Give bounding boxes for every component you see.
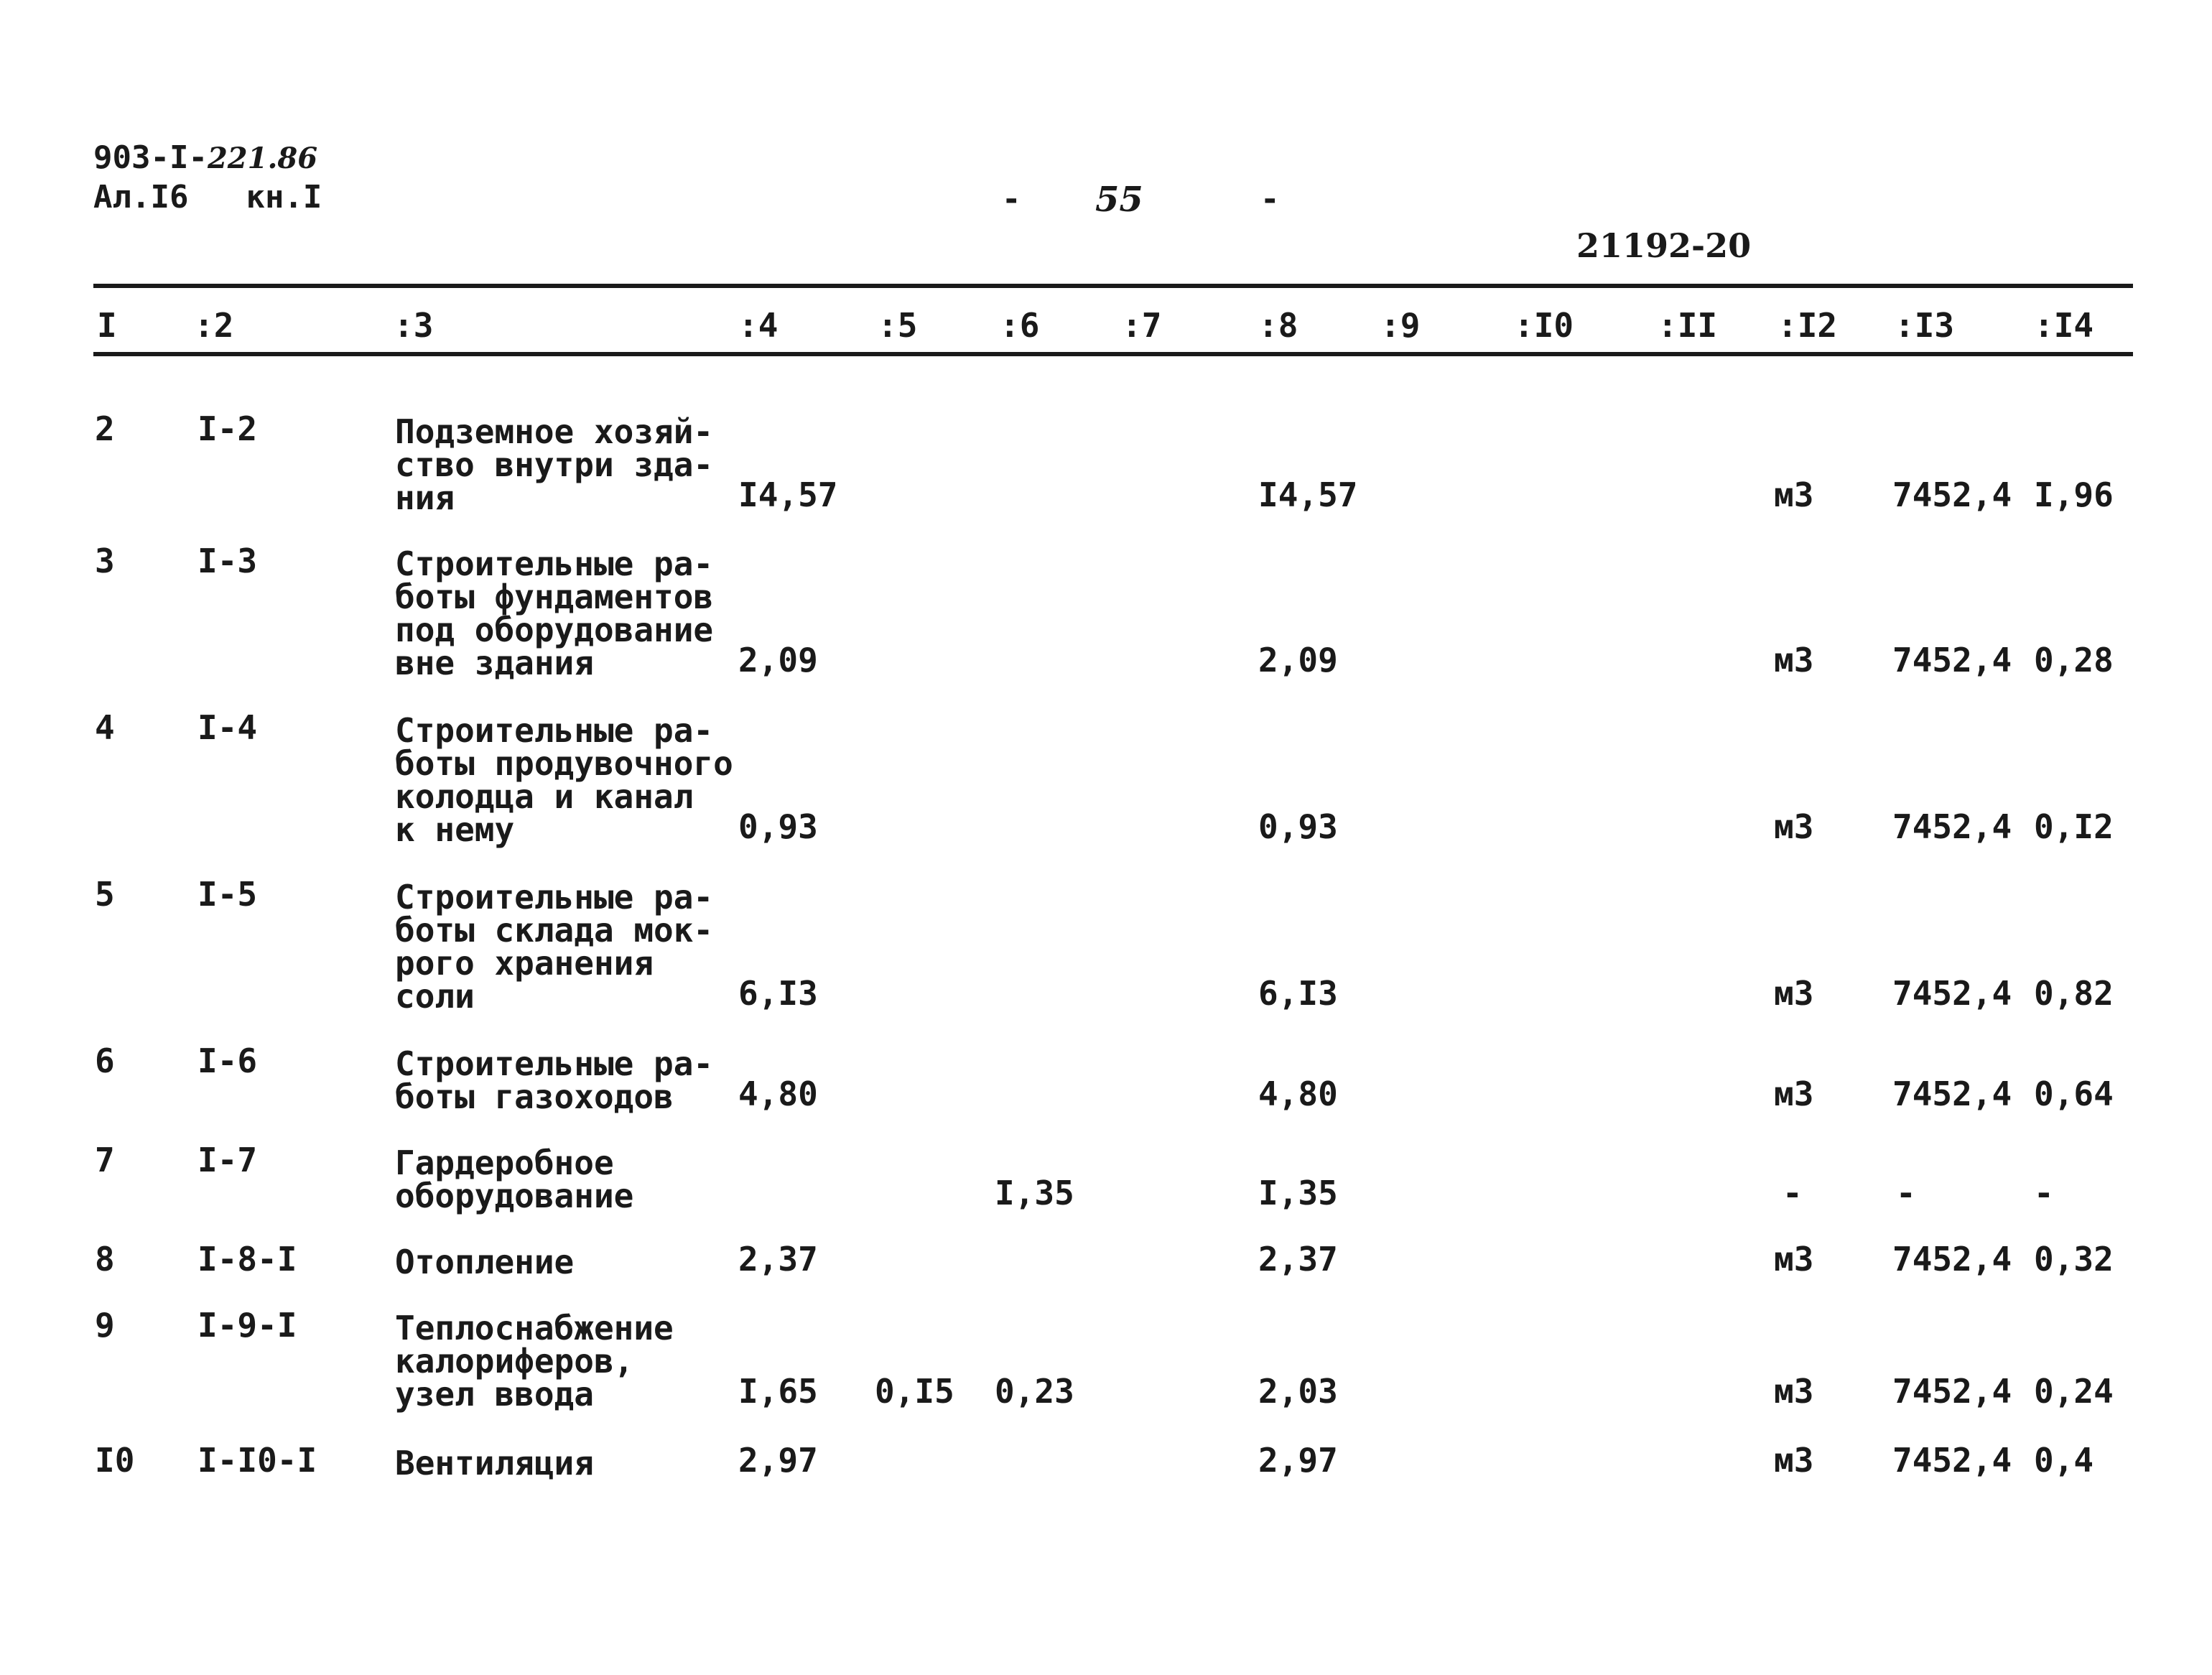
row-name: Вентиляция: [395, 1444, 594, 1483]
cell-col4: 0,93: [738, 807, 818, 846]
row-code: I-9-I: [198, 1306, 297, 1345]
cell-col12: м3: [1774, 475, 1814, 514]
cell-col8: I,35: [1258, 1174, 1338, 1212]
column-header: :I4: [2034, 306, 2094, 345]
row-code: I-5: [198, 875, 258, 914]
cell-col12: м3: [1774, 1372, 1814, 1411]
document-code: [93, 140, 317, 177]
cell-col14: 0,32: [2034, 1240, 2114, 1279]
page-dash-right: -: [1260, 181, 1280, 218]
cell-col8: 2,97: [1258, 1441, 1338, 1480]
sheet-label: Ал.I6: [93, 179, 189, 215]
cell-col12: м3: [1774, 974, 1814, 1013]
document-code-handwritten: 221.86: [207, 141, 318, 175]
cell-col4: 6,I3: [738, 974, 818, 1013]
archive-number: 21192-20: [1576, 226, 1752, 265]
cell-col4: 4,80: [738, 1075, 818, 1113]
row-code: I-2: [198, 409, 258, 448]
cell-col13: 7452,4: [1892, 641, 2012, 679]
column-header: :2: [194, 306, 234, 345]
column-header: :6: [1000, 306, 1040, 345]
document-code-typed: 903-I-: [93, 139, 208, 176]
column-header: :II: [1658, 306, 1718, 345]
cell-col5: 0,I5: [875, 1372, 954, 1411]
row-code: I-I0-I: [198, 1441, 317, 1480]
cell-col4: I,65: [738, 1372, 818, 1411]
table-top-rule: [93, 284, 2133, 288]
row-name: Строительные ра- боты газоходов: [395, 1044, 714, 1116]
column-header: :I3: [1895, 306, 1955, 345]
cell-col14: 0,24: [2034, 1372, 2114, 1411]
row-code: I-8-I: [198, 1240, 297, 1279]
table-header-rule: [93, 352, 2133, 356]
column-header: :I0: [1514, 306, 1574, 345]
cell-col12: м3: [1774, 1240, 1814, 1279]
column-header: :I2: [1778, 306, 1838, 345]
cell-col14: 0,28: [2034, 641, 2114, 679]
row-number: 5: [95, 875, 115, 914]
cell-col4: I4,57: [738, 475, 838, 514]
column-header: :4: [738, 306, 779, 345]
cell-col8: 0,93: [1258, 807, 1338, 846]
row-number: 6: [95, 1041, 115, 1080]
column-header: :5: [878, 306, 918, 345]
column-header: :8: [1258, 306, 1298, 345]
sheet-info: [93, 180, 322, 215]
row-name: Строительные ра- боты склада мок- рого хранения соли: [395, 878, 714, 1016]
cell-col14: -: [2034, 1174, 2054, 1212]
cell-col8: 2,09: [1258, 641, 1338, 679]
row-number: I0: [95, 1441, 135, 1480]
cell-col13: 7452,4: [1892, 974, 2012, 1013]
row-number: 3: [95, 542, 115, 580]
row-name: Теплоснабжение калориферов, узел ввода: [395, 1309, 674, 1414]
row-code: I-6: [198, 1041, 258, 1080]
cell-col12: м3: [1774, 641, 1814, 679]
row-number: 2: [95, 409, 115, 448]
cell-col12: м3: [1774, 1441, 1814, 1480]
cell-col4: 2,97: [738, 1441, 818, 1480]
row-name: Строительные ра- боты фундаментов под оборудование вне здания: [395, 544, 714, 682]
cell-col13: 7452,4: [1892, 1441, 2012, 1480]
row-name: Строительные ра- боты продувочного колодца и канал к нему: [395, 711, 733, 849]
cell-col14: 0,4: [2034, 1441, 2094, 1480]
row-code: I-3: [198, 542, 258, 580]
cell-col8: 6,I3: [1258, 974, 1338, 1013]
cell-col14: 0,I2: [2034, 807, 2114, 846]
row-name: Гардеробное оборудование: [395, 1143, 634, 1215]
cell-col4: 2,09: [738, 641, 818, 679]
column-header: :3: [394, 306, 434, 345]
page-dash-left: -: [1002, 181, 1021, 218]
cell-col12: м3: [1774, 1075, 1814, 1113]
row-code: I-7: [198, 1141, 258, 1179]
row-name: Подземное хозяй- ство внутри зда- ния: [395, 412, 714, 517]
column-header: :9: [1380, 306, 1421, 345]
cell-col13: 7452,4: [1892, 1240, 2012, 1279]
row-number: 8: [95, 1240, 115, 1279]
row-number: 7: [95, 1141, 115, 1179]
row-number: 4: [95, 708, 115, 747]
cell-col14: 0,64: [2034, 1075, 2114, 1113]
cell-col8: 2,03: [1258, 1372, 1338, 1411]
cell-col8: 2,37: [1258, 1240, 1338, 1279]
cell-col13: 7452,4: [1892, 1372, 2012, 1411]
cell-col6: 0,23: [995, 1372, 1074, 1411]
book-label: кн.I: [246, 179, 322, 215]
cell-col13: 7452,4: [1892, 475, 2012, 514]
cell-col8: I4,57: [1258, 475, 1358, 514]
cell-col8: 4,80: [1258, 1075, 1338, 1113]
cell-col13: 7452,4: [1892, 1075, 2012, 1113]
row-code: I-4: [198, 708, 258, 747]
cell-col14: 0,82: [2034, 974, 2114, 1013]
cell-col4: 2,37: [738, 1240, 818, 1279]
cell-col12: м3: [1774, 807, 1814, 846]
cell-col6: I,35: [995, 1174, 1074, 1212]
page-number: 55: [1095, 180, 1143, 220]
row-name: Отопление: [395, 1243, 575, 1281]
column-header: :7: [1122, 306, 1162, 345]
cell-col13: -: [1896, 1174, 1916, 1212]
cell-col14: I,96: [2034, 475, 2114, 514]
cell-col13: 7452,4: [1892, 807, 2012, 846]
column-header: I: [97, 306, 117, 345]
cell-col12: -: [1783, 1174, 1803, 1212]
row-number: 9: [95, 1306, 115, 1345]
